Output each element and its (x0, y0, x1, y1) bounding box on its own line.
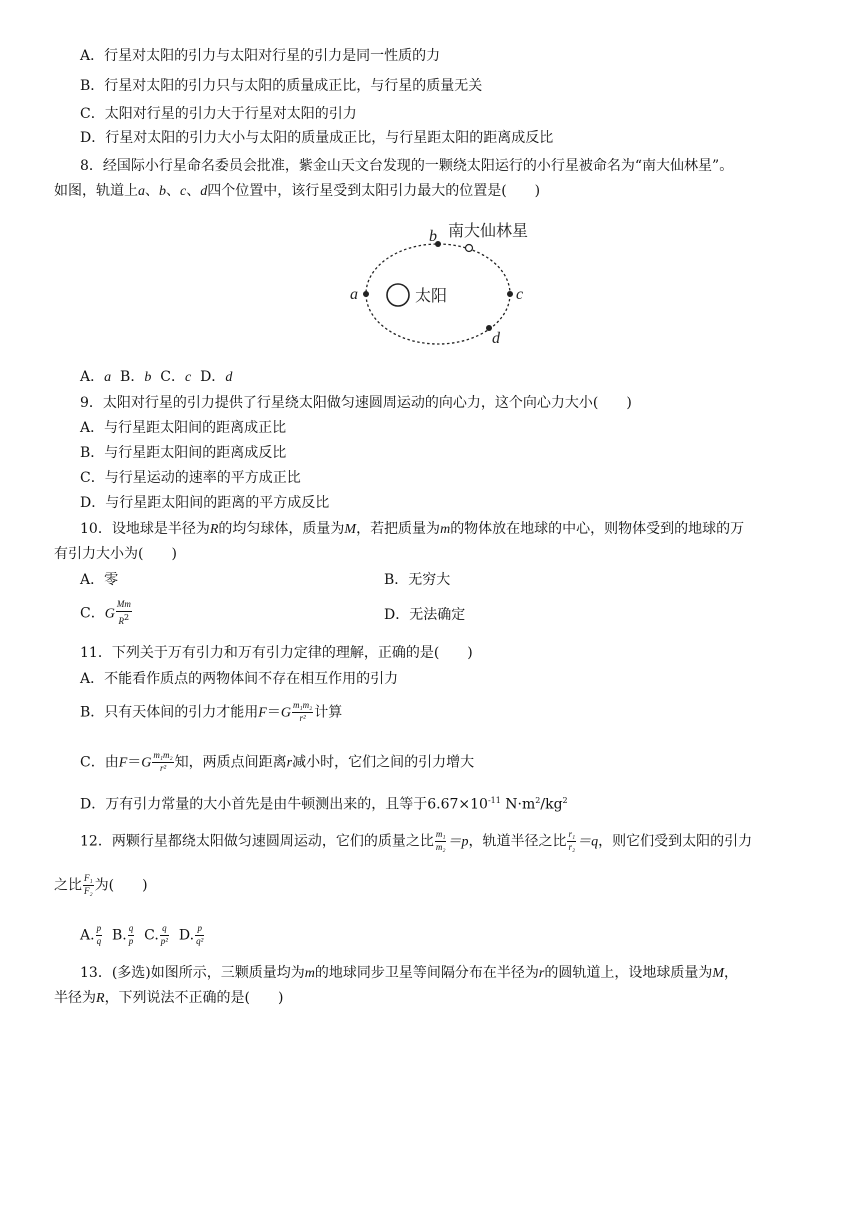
q12-radius-ratio: $\frac{\text{r₁}}{\text{r₂}}$ (568, 829, 576, 852)
q9-option-b: B．与行星距太阳间的距离成反比 (80, 445, 287, 461)
q10-option-c: C．G $\frac{Mm}{R^2}$ (80, 599, 131, 626)
q9-option-d: D．与行星距太阳间的距离的平方成反比 (80, 495, 330, 511)
planet-label: 南大仙林星 (448, 221, 529, 240)
q7-option-d: D．行星对太阳的引力大小与太阳的质量成正比，与行星距太阳的距离成反比 (80, 130, 554, 146)
sun-label: 太阳 (415, 286, 448, 305)
orbit-diagram (330, 210, 570, 355)
q9-stem: 9．太阳对行星的引力提供了行星绕太阳做匀速圆周运动的向心力，这个向心力大小( ) (80, 395, 632, 411)
q12-stem-line2: 之比 $\frac{\text{F₁}}{\text{F₂}}$ 为( ) (54, 873, 148, 896)
q12-mass-ratio: $\frac{\text{m₁}}{\text{m₂}}$ (435, 829, 446, 852)
point-a-dot (363, 291, 369, 297)
q9-option-a: A．与行星距太阳间的距离成正比 (80, 420, 287, 436)
q12-stem-line1: 12．两颗行星都绕太阳做匀速圆周运动，它们的质量之比 $\frac{\text{m₁}}{\text{m₂}}$ ＝p，轨道半径之比 $\frac{\text{r₁}}{\text{r₂}}$ ＝q，则它们受到太阳的引力 (80, 829, 753, 852)
q7-option-a: A．行星对太阳的引力与太阳对行星的引力是同一性质的力 (80, 48, 441, 64)
q11-option-c: C．由F＝G $\frac{\text{m₁m₂}}{\text{r²}}$ 知，两质点间距离r减小时，它们之间的引力增大 (80, 750, 475, 773)
point-c-label: c (516, 286, 524, 303)
point-a-label: a (350, 286, 358, 303)
q10-option-b: B．无穷大 (384, 572, 451, 588)
q10-c-fraction: $\frac{Mm}{R^2}$ (116, 599, 131, 626)
planet-marker (466, 245, 473, 252)
q13-stem-line2: 半径为R，下列说法不正确的是( ) (54, 990, 284, 1006)
q11-c-fraction: $\frac{\text{m₁m₂}}{\text{r²}}$ (153, 750, 173, 773)
point-c-dot (507, 291, 513, 297)
sun-circle (387, 284, 409, 306)
q12-force-ratio: $\frac{\text{F₁}}{\text{F₂}}$ (84, 873, 93, 896)
q11-b-fraction: $\frac{\text{m₁m₂}}{\text{r²}}$ (292, 700, 313, 723)
q11-option-d: D．万有引力常量的大小首先是由牛顿测出来的，且等于$6.67\times 10^{-11}$ $N\cdot m^2/kg^2$ (80, 796, 568, 813)
q7-option-c: C．太阳对行星的引力大于行星对太阳的引力 (80, 106, 357, 122)
q13-stem-line1: 13．(多选)如图所示，三颗质量均为m的地球同步卫星等间隔分布在半径为r的圆轨道上，设地球质量为M， (80, 965, 738, 981)
q10-stem-line1: 10．设地球是半径为R的均匀球体，质量为M，若把质量为m的物体放在地球的中心，则物体受到的地球的万 (80, 521, 745, 537)
q10-option-a: A．零 (80, 572, 119, 588)
q11-stem: 11．下列关于万有引力和万有引力定律的理解，正确的是( ) (80, 645, 473, 661)
q10-option-d: D．无法确定 (384, 607, 466, 623)
q12-options: A. $\frac{p}{q}$ B. $\frac{q}{p}$ C. $\frac{q}{\text{p²}}$ D. $\frac{p}{\text{q²}}$ (80, 923, 204, 946)
q11-option-b: B．只有天体间的引力才能用F＝G $\frac{\text{m₁m₂}}{\text{r²}}$ 计算 (80, 700, 343, 723)
q8-stem-line1: 8．经国际小行星命名委员会批准，紫金山天文台发现的一颗绕太阳运行的小行星被命名为“南大仙林星”。 (80, 158, 734, 174)
q11-option-a: A．不能看作质点的两物体间不存在相互作用的引力 (80, 671, 399, 687)
q7-option-b: B．行星对太阳的引力只与太阳的质量成正比，与行星的质量无关 (80, 78, 483, 94)
point-d-label: d (492, 330, 500, 347)
q10-stem-line2: 有引力大小为( ) (54, 546, 177, 562)
point-b-label: b (429, 228, 437, 245)
q9-option-c: C．与行星运动的速率的平方成正比 (80, 470, 301, 486)
q8-options: A．a B．b C．c D．d (80, 369, 233, 385)
q8-stem-line2: 如图，轨道上a、b、c、d四个位置中，该行星受到太阳引力最大的位置是( ) (54, 183, 541, 199)
